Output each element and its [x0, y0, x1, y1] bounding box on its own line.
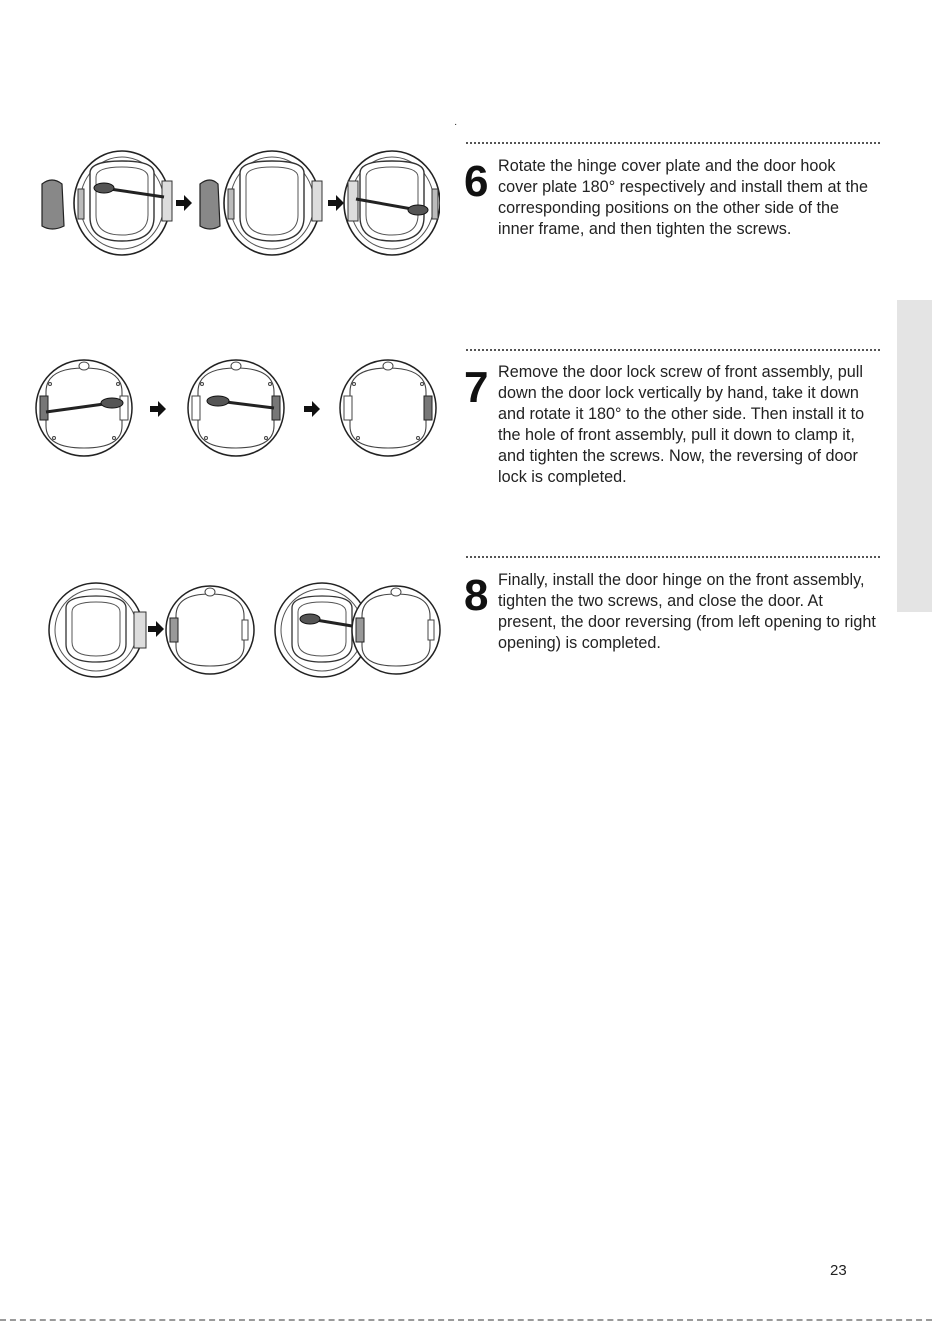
illustration-step-6	[38, 148, 440, 260]
step-number-7: 7	[464, 363, 489, 412]
divider-step-8	[466, 556, 880, 558]
step-text-7: Remove the door lock screw of front assembly, pull down the door lock vertically by hand, take it down and rotate it 180° to the other side. Then install it to the hole of front assembly, pull it down to clamp it, and tighten the screws. Now, the reversing of door lock is completed.	[498, 363, 865, 486]
stray-dot: ·	[454, 119, 458, 130]
step-text-8: Finally, install the door hinge on the front assembly, tighten the two screws, and close the door. At present, the door reversing (from left opening to right opening) is completed.	[498, 571, 876, 652]
page-number: 23	[830, 1262, 847, 1279]
bottom-rule	[0, 1319, 932, 1321]
divider-step-6	[466, 142, 880, 144]
illustration-step-7	[32, 356, 444, 460]
divider-step-7	[466, 349, 880, 351]
step-number-6: 6	[464, 157, 489, 206]
illustration-step-8	[44, 578, 448, 682]
side-tab	[897, 300, 932, 612]
step-text-6: Rotate the hinge cover plate and the door hook cover plate 180° respectively and install them at the corresponding positions on the other side of the inner frame, and then tighten the screws.	[498, 157, 868, 238]
step-number-8: 8	[464, 571, 489, 620]
